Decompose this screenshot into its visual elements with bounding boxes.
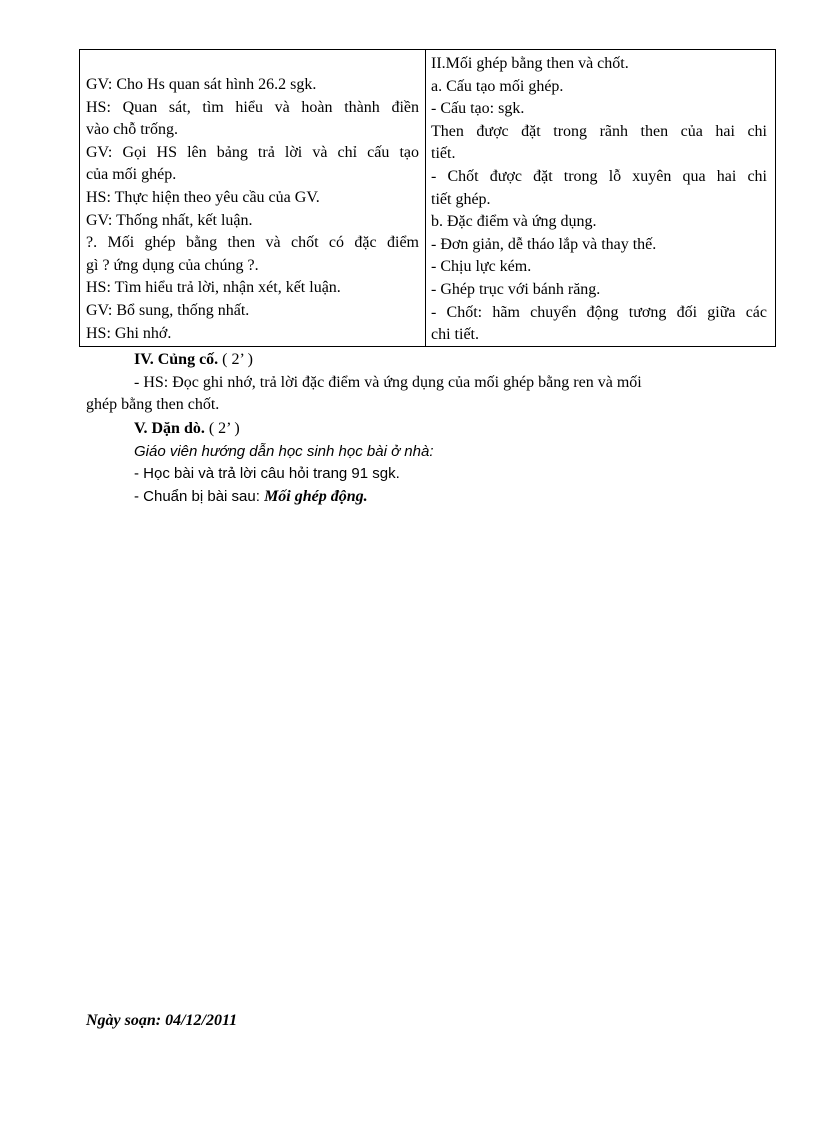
section-4-line-2: ghép bằng then chốt. — [86, 396, 220, 414]
content-line: b. Đặc điểm và ứng dụng. — [431, 213, 597, 231]
activity-line: GV: Thống nhất, kết luận. — [86, 211, 253, 229]
content-line: a. Cấu tạo mối ghép. — [431, 77, 564, 95]
next-lesson-title: Mối ghép động. — [264, 487, 368, 505]
content-line: - Chốt được đặt trong lỗ xuyên qua hai chi — [431, 167, 767, 185]
content-line: Then được đặt trong rãnh then của hai chi — [431, 122, 767, 140]
activity-line: vào chỗ trống. — [86, 121, 178, 139]
lesson-table — [79, 49, 776, 347]
section-5-time: ( 2’ ) — [208, 420, 240, 437]
section-4-heading-line — [86, 349, 776, 372]
section-5-heading-line — [86, 418, 776, 441]
content-line: tiết ghép. — [431, 190, 491, 208]
activity-line: GV: Gọi HS lên bảng trả lời và chỉ cấu tạo — [86, 143, 419, 161]
activity-line: gì ? ứng dụng của chúng ?. — [86, 256, 259, 274]
activity-line: của mối ghép. — [86, 166, 177, 184]
section-4-time: ( 2’ ) — [222, 351, 253, 368]
section-4 — [86, 349, 776, 417]
content-line: - Cấu tạo: sgk. — [431, 100, 525, 118]
section-4-heading: IV. Củng cố. — [134, 351, 219, 368]
prepared-date: Ngày soạn: 04/12/2011 — [86, 1012, 238, 1029]
section-5-instruction: Giáo viên hướng dẫn học sinh học bài ở nhà: — [134, 442, 434, 460]
content-line: chi tiết. — [431, 326, 479, 344]
section-5-item-2-prefix: - Chuẩn bị bài sau: — [134, 487, 265, 505]
activity-line: HS: Ghi nhớ. — [86, 324, 172, 342]
section-5-item-2 — [86, 486, 776, 509]
content-line: tiết. — [431, 145, 456, 163]
content-line: - Ghép trục với bánh răng. — [431, 280, 601, 298]
section-4-line-1: - HS: Đọc ghi nhớ, trả lời đặc điểm và ứng dụng của mối ghép bằng ren và mối — [134, 373, 642, 391]
content-line: - Chốt: hãm chuyển động tương đối giữa các — [431, 303, 767, 321]
teacher-student-activity-column — [80, 50, 426, 346]
activity-line: ?. Mối ghép bằng then và chốt có đặc điểm — [86, 234, 419, 252]
activity-line: HS: Thực hiện theo yêu cầu của GV. — [86, 188, 320, 206]
section-5-heading: V. Dặn dò. — [134, 420, 205, 437]
content-column — [426, 50, 775, 346]
content-line: - Chịu lực kém. — [431, 258, 532, 276]
content-line: - Đơn giản, dễ tháo lắp và thay thế. — [431, 235, 657, 253]
activity-line: GV: Cho Hs quan sát hình 26.2 sgk. — [86, 76, 317, 93]
activity-line: HS: Quan sát, tìm hiểu và hoàn thành điền — [86, 98, 419, 116]
section-5-item-1: - Học bài và trả lời câu hỏi trang 91 sgk. — [134, 465, 400, 483]
activity-line: GV: Bổ sung, thống nhất. — [86, 301, 250, 319]
section-5 — [86, 418, 776, 508]
activity-line: HS: Tìm hiểu trả lời, nhận xét, kết luận. — [86, 279, 341, 297]
content-line: II.Mối ghép bằng then và chốt. — [431, 55, 629, 72]
